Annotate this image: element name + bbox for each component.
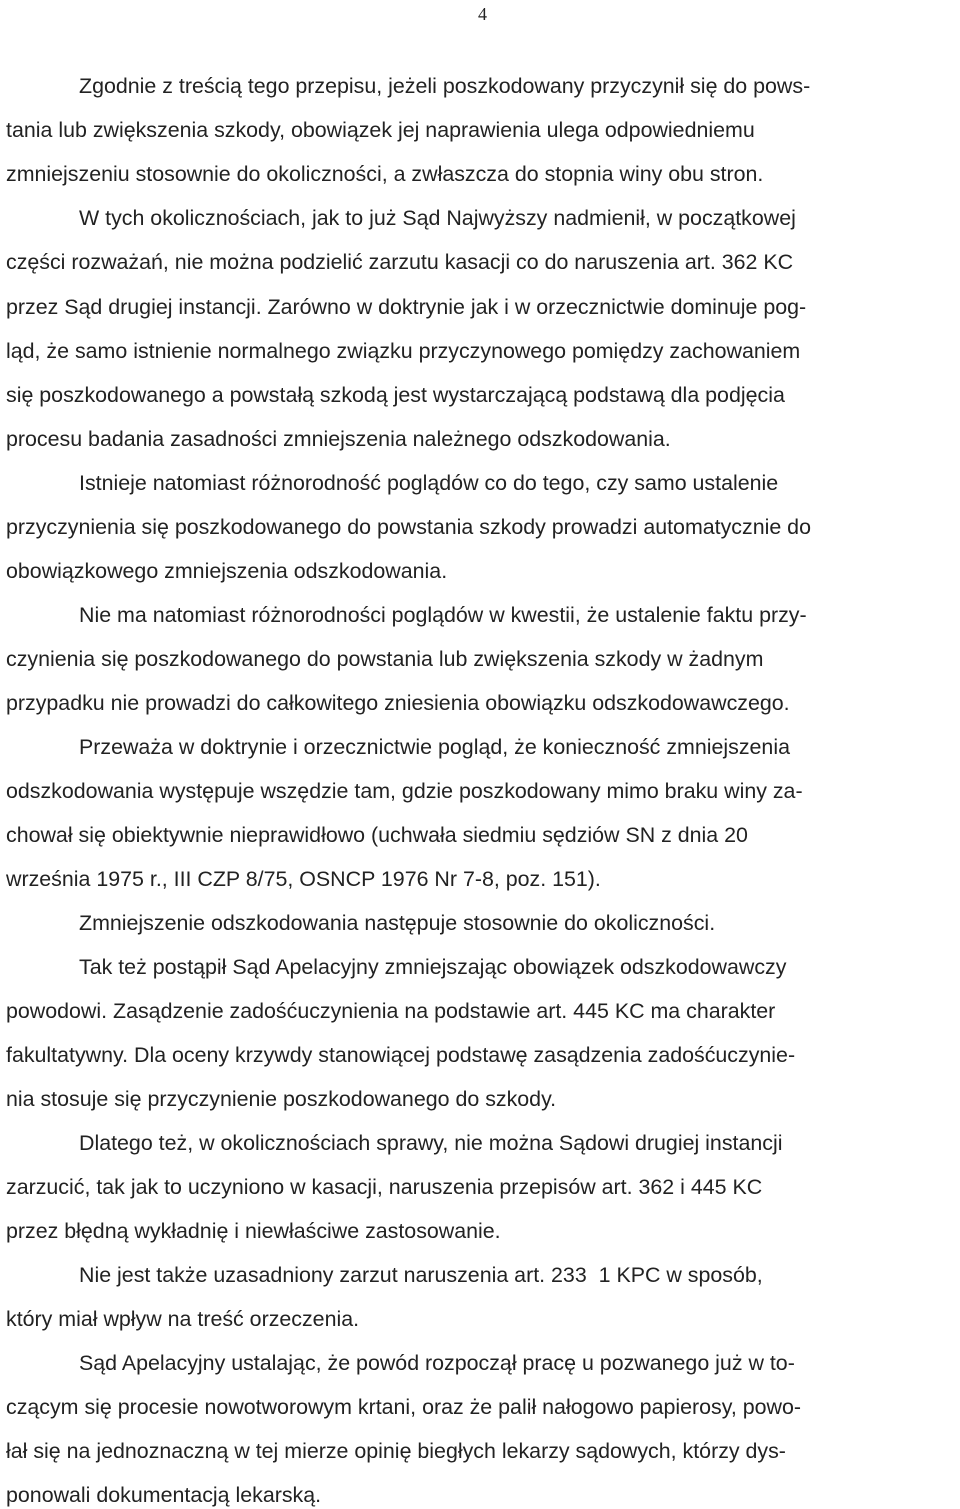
text-line: Nie jest także uzasadniony zarzut naruszenia art. 233 1 KPC w sposób, — [79, 1263, 763, 1287]
text-line: powodowi. Zasądzenie zadośćuczynienia na podstawie art. 445 KC ma charakter — [6, 999, 776, 1023]
text-line: fakultatywny. Dla oceny krzywdy stanowiącej podstawę zasądzenia zadośćuczynie- — [6, 1043, 796, 1067]
text-line: Tak też postąpił Sąd Apelacyjny zmniejszając obowiązek odszkodowawczy — [79, 955, 787, 979]
text-line: W tych okolicznościach, jak to już Sąd Najwyższy nadmienił, w początkowej — [79, 206, 796, 230]
text-line: ponowali dokumentacją lekarską. — [6, 1483, 322, 1507]
text-line: Dlatego też, w okolicznościach sprawy, nie można Sądowi drugiej instancji — [79, 1131, 783, 1155]
text-line: Nie ma natomiast różnorodności poglądów w kwestii, że ustalenie faktu przy- — [79, 603, 807, 627]
text-line: obowiązkowego zmniejszenia odszkodowania. — [6, 559, 448, 583]
text-line: Istnieje natomiast różnorodność poglądów co do tego, czy samo ustalenie — [79, 471, 779, 495]
text-line: nia stosuje się przyczynienie poszkodowanego do szkody. — [6, 1087, 557, 1111]
text-line: września 1975 r., III CZP 8/75, OSNCP 1976 Nr 7-8, poz. 151). — [6, 867, 601, 891]
text-line: Przeważa w doktrynie i orzecznictwie pogląd, że konieczność zmniejszenia — [79, 735, 790, 759]
text-line: chował się obiektywnie nieprawidłowo (uchwała siedmiu sędziów SN z dnia 20 — [6, 823, 748, 847]
text-line: przypadku nie prowadzi do całkowitego zniesienia obowiązku odszkodowawczego. — [6, 691, 790, 715]
text-line: zmniejszeniu stosownie do okoliczności, a zwłaszcza do stopnia winy obu stron. — [6, 162, 764, 186]
text-line: się poszkodowanego a powstałą szkodą jest wystarczającą podstawą dla podjęcia — [6, 383, 785, 407]
text-line: przez Sąd drugiej instancji. Zarówno w doktrynie jak i w orzecznictwie dominuje pog- — [6, 295, 807, 319]
text-line: Zgodnie z treścią tego przepisu, jeżeli poszkodowany przyczynił się do pows- — [79, 74, 811, 98]
text-line: ląd, że samo istnienie normalnego związku przyczynowego pomiędzy zachowaniem — [6, 339, 801, 363]
text-line: zarzucić, tak jak to uczyniono w kasacji, naruszenia przepisów art. 362 i 445 KC — [6, 1175, 763, 1199]
text-line: łał się na jednoznaczną w tej mierze opinię biegłych lekarzy sądowych, którzy dys- — [6, 1439, 786, 1463]
text-line: który miał wpływ na treść orzeczenia. — [6, 1307, 360, 1331]
text-line: tania lub zwiększenia szkody, obowiązek jej naprawienia ulega odpowiedniemu — [6, 118, 755, 142]
text-line: procesu badania zasadności zmniejszenia należnego odszkodowania. — [6, 427, 671, 451]
text-line: czynienia się poszkodowanego do powstania lub zwiększenia szkody w żadnym — [6, 647, 764, 671]
text-line: części rozważań, nie można podzielić zarzutu kasacji co do naruszenia art. 362 KC — [6, 250, 794, 274]
text-line: czącym się procesie nowotworowym krtani, oraz że palił nałogowo papierosy, powo- — [6, 1395, 801, 1419]
text-line: Sąd Apelacyjny ustalając, że powód rozpoczął pracę u pozwanego już w to- — [79, 1351, 795, 1375]
text-line: przyczynienia się poszkodowanego do powstania szkody prowadzi automatycznie do — [6, 515, 811, 539]
page-number: 4 — [478, 4, 487, 24]
text-line: odszkodowania występuje wszędzie tam, gdzie poszkodowany mimo braku winy za- — [6, 779, 803, 803]
text-line: przez błędną wykładnię i niewłaściwe zastosowanie. — [6, 1219, 501, 1243]
text-line: Zmniejszenie odszkodowania następuje stosownie do okoliczności. — [79, 911, 716, 935]
